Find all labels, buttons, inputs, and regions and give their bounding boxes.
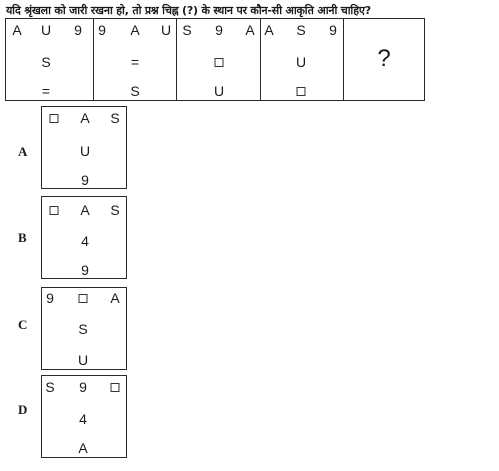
square-symbol [79, 291, 88, 305]
symbol: = [41, 83, 51, 99]
symbol: A [130, 22, 140, 38]
symbol: U [160, 22, 172, 38]
question-figure [343, 19, 424, 100]
symbol: 4 [81, 233, 89, 249]
option-a-label: A [18, 144, 28, 159]
square-symbol [297, 84, 306, 98]
square-symbol [111, 380, 120, 394]
symbol: S [41, 54, 51, 70]
symbol: A [110, 290, 120, 306]
square-symbol [50, 111, 59, 125]
option-d-figure[interactable] [41, 375, 127, 458]
option-d-label: D [18, 402, 28, 417]
symbol: 9 [74, 22, 82, 38]
symbol: S [130, 83, 140, 99]
option-c-label: C [18, 317, 28, 332]
series-figure-1 [6, 19, 93, 100]
option-c-figure[interactable] [41, 287, 127, 370]
symbol: S [296, 22, 306, 38]
symbol: A [80, 110, 90, 126]
symbol: U [295, 54, 307, 70]
series-figure-2 [93, 19, 176, 100]
square-symbol [50, 203, 59, 217]
question-text: यदि श्रृंखला को जारी रखना हो, तो प्रश्न चिह्न (?) के स्थान पर कौन-सी आकृति आनी चाहिए? [6, 4, 371, 17]
symbol: S [110, 110, 120, 126]
symbol: S [182, 22, 192, 38]
square-symbol [215, 55, 224, 69]
symbol: U [213, 83, 225, 99]
question-mark: ? [377, 45, 391, 72]
symbol: U [79, 143, 91, 159]
option-b-label: B [18, 230, 27, 245]
symbol: A [80, 202, 90, 218]
symbol: A [245, 22, 255, 38]
symbol: A [78, 440, 88, 456]
figure-series [5, 18, 425, 101]
symbol: 9 [215, 22, 223, 38]
series-figure-4 [260, 19, 343, 100]
symbol: = [130, 54, 140, 70]
symbol: U [40, 22, 52, 38]
symbol: 9 [79, 379, 87, 395]
symbol: A [12, 22, 22, 38]
symbol: 9 [81, 172, 89, 188]
option-a-figure[interactable] [41, 106, 127, 189]
symbol: U [77, 352, 89, 368]
option-b-figure[interactable] [41, 196, 127, 279]
symbol: 9 [329, 22, 337, 38]
symbol: A [264, 22, 274, 38]
symbol: 9 [46, 290, 54, 306]
series-figure-3 [176, 19, 260, 100]
symbol: 9 [81, 262, 89, 278]
symbol: S [78, 321, 88, 337]
symbol: 4 [79, 411, 87, 427]
symbol: S [110, 202, 120, 218]
symbol: S [45, 379, 55, 395]
symbol: 9 [98, 22, 106, 38]
